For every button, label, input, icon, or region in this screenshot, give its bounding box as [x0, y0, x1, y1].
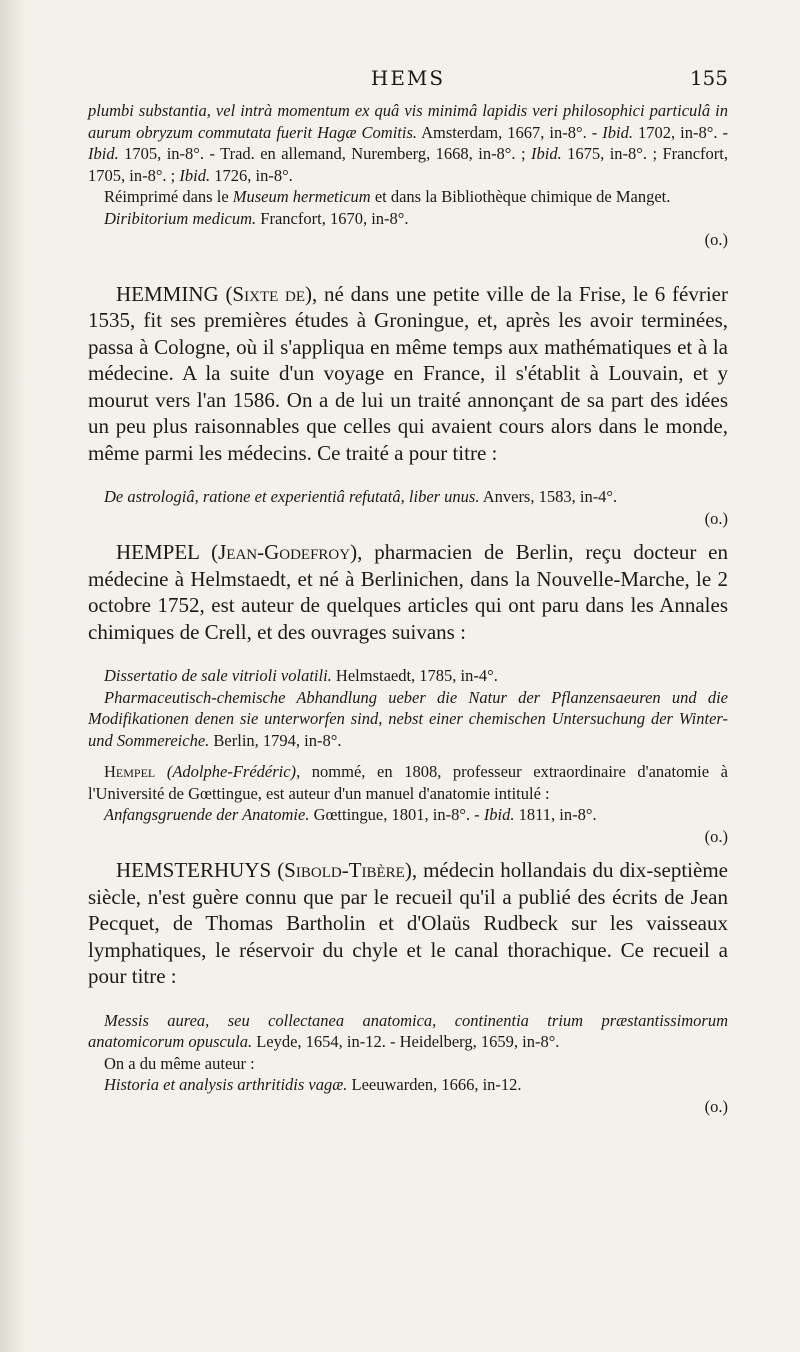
- citation-text: 1702, in-8°. -: [632, 122, 728, 142]
- work-title: De astrologiâ, ratione et experientiâ refutatâ, liber unus.: [104, 487, 480, 506]
- page-header: [88, 66, 728, 96]
- hems-continuation: [88, 100, 728, 186]
- entry-text: , né dans une petite ville de la Frise, le 6 février 1535, fit ses premières études à Groningue, et, après les avoir terminées, passa à Cologne, où il s'appliqua en même temps aux mathématiques et à la médecine. A la suite d'un voyage en France, il s'établit à Louvain, et y mourut vers l'an 1586. On a de lui un traité annonçant de sa part des idées un peu plus raisonnables que celles qui avaient cours alors dans le monde, même parmi les médecins. Ce traité a pour titre :: [88, 281, 728, 465]
- source-mark: (o.): [704, 508, 728, 528]
- citation-text: Anvers, 1583, in-4°.: [479, 487, 618, 506]
- source-mark: (o.): [704, 1096, 728, 1116]
- entry-hemsterhuys: [88, 857, 728, 990]
- work-title: Dissertatio de sale vitrioli volatili.: [104, 666, 332, 685]
- citation-text: 1726, in-8°.: [210, 165, 293, 185]
- same-author-note: On a du même auteur :: [104, 1053, 255, 1073]
- work-title: Diribitorium medicum.: [104, 208, 257, 228]
- entry-text: , médecin hollandais du dix-septième siècle, n'est guère connu que par le recueil qu'il a publié des écrits de Jean Pecquet, de Thomas Bartholin et d'Olaüs Rudbeck sur les vaisseaux lymphatiques, le réservoir du chyle et le canal thorachique. Ce recueil a pour titre :: [88, 858, 728, 988]
- work-title: Historia et analysis arthritidis vagæ.: [104, 1075, 348, 1094]
- citation-text: 1705, in-8°. - Trad. en allemand, Nuremberg, 1668, in-8°. ;: [118, 144, 531, 163]
- page-number: 155: [689, 66, 728, 90]
- page-content: [88, 100, 728, 1117]
- entry-name: HEMMING: [116, 281, 219, 306]
- entry-name: Hempel: [104, 762, 156, 781]
- work-title: Museum hermeticum: [232, 187, 371, 206]
- entry-first-name: (Adolphe-Frédéric): [166, 762, 297, 781]
- page-gutter-shadow: [0, 0, 26, 1352]
- citation-text: Francfort, 1670, in-8°.: [256, 208, 409, 228]
- ibid: Ibid.: [483, 805, 515, 824]
- citation-text: Leyde, 1654, in-12. - Heidelberg, 1659, in-8°.: [252, 1032, 560, 1051]
- citation-text: Berlin, 1794, in-8°.: [209, 730, 342, 750]
- citation-text: 1811, in-8°.: [514, 805, 597, 824]
- entry-hempel: [88, 539, 728, 645]
- source-mark: (o.): [704, 230, 728, 249]
- work-citation: [88, 665, 728, 687]
- running-title: HEMS: [370, 66, 446, 90]
- work-citation: [88, 1074, 728, 1096]
- entry-text: , nommé, en 1808, professeur extraordinaire d'anatomie à l'Université de Gœttingue, est auteur d'un manuel d'anatomie intitulé :: [88, 762, 729, 803]
- citation-text: Leeuwarden, 1666, in-12.: [347, 1075, 522, 1094]
- work-citation: [88, 1010, 728, 1053]
- citation-text: Helmstaedt, 1785, in-4°.: [331, 666, 498, 685]
- entry-hemming: [88, 281, 728, 467]
- ibid: Ibid.: [88, 144, 119, 163]
- entry-first-name: (Sibold-Tibère): [277, 858, 412, 882]
- entry-first-name: (Jean-Godefroy): [211, 540, 358, 564]
- entry-first-name: (Sixte de): [225, 281, 313, 306]
- sub-entry-hempel-adolphe: [88, 761, 728, 804]
- entry-name: HEMPEL: [116, 540, 200, 564]
- latin-title: plumbi substantia, vel intrà momentum ex quâ vis minimâ lapidis veri philosophici particulâ in aurum obryzum commutata fuerit Hagæ Comitis.: [88, 101, 728, 142]
- reprint-note: [88, 186, 728, 208]
- entry-text: , pharmacien de Berlin, reçu docteur en médecine à Helmstaedt, et né à Berlinichen, dans la Nouvelle-Marche, le 2 octobre 1752, est auteur de quelques articles qui ont paru dans les Annales chimiques de Crell, et des ouvrages suivans :: [88, 540, 728, 644]
- note-text: et dans la Bibliothèque chimique de Manget.: [370, 187, 671, 206]
- ibid: Ibid.: [531, 144, 562, 163]
- ibid: Ibid.: [602, 122, 633, 142]
- work-citation: [88, 486, 728, 508]
- entry-name: HEMSTERHUYS: [116, 858, 272, 882]
- citation-text: 1675, in-8°. ; Francfort, 1705, in-8°. ;: [88, 144, 728, 185]
- work-citation: [88, 804, 728, 826]
- work-title: Messis aurea, seu collectanea anatomica, continentia trium præstantissimorum anatomicorum opuscula.: [88, 1010, 728, 1051]
- citation-text: Amsterdam, 1667, in-8°. -: [417, 122, 603, 142]
- work-citation: [88, 208, 728, 230]
- note-text: Réimprimé dans le: [104, 187, 233, 206]
- ibid: Ibid.: [179, 165, 211, 185]
- work-citation: [88, 687, 728, 752]
- work-title: Anfangsgruende der Anatomie.: [104, 805, 310, 824]
- citation-text: Gœttingue, 1801, in-8°. -: [309, 805, 484, 824]
- work-title: Pharmaceutisch-chemische Abhandlung ueber die Natur der Pflanzensaeuren und die Modifikationen denen sie unterworfen sind, nebst einer chemischen Untersuchung der Winter-und Sommereiche.: [88, 687, 728, 750]
- source-mark: (o.): [704, 826, 728, 846]
